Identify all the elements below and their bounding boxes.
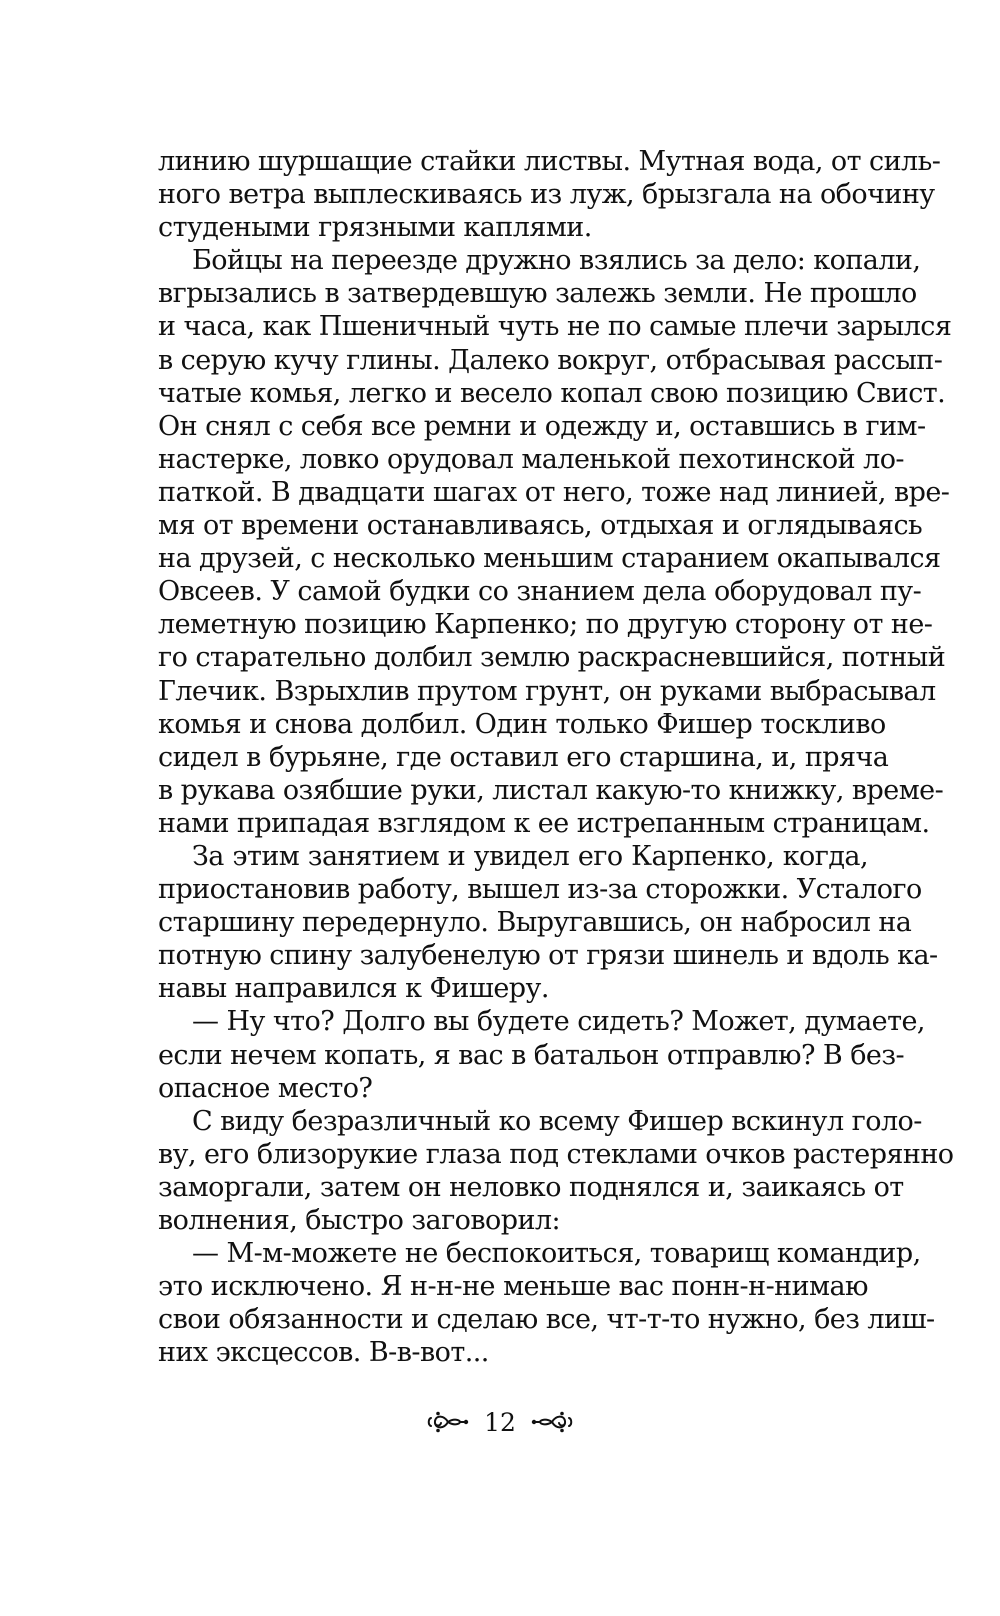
text-line: потную спину залубенелую от грязи шинель и вдоль ка-: [158, 940, 938, 972]
text-line: — Ну что? Долго вы будете сидеть? Может, думаете,: [192, 1006, 925, 1038]
text-line: С виду безразличный ко всему Фишер вскинул голо-: [192, 1105, 922, 1137]
text-line: Он снял с себя все ремни и одежду и, оставшись в гим-: [158, 410, 926, 442]
text-line: За этим занятием и увидел его Карпенко, когда,: [192, 840, 868, 872]
text-line: Глечик. Взрыхлив прутом грунт, он руками выбрасывал: [158, 675, 936, 707]
text-line: мя от времени останавливаясь, отдыхая и оглядываясь: [158, 510, 923, 542]
floral-ornament-icon: [426, 1409, 470, 1435]
text-line: опасное место?: [158, 1072, 373, 1104]
text-line: нами припадая взглядом к ее истрепанным страницам.: [158, 807, 930, 839]
text-line: Бойцы на переезде дружно взялись за дело: копали,: [192, 245, 921, 277]
text-line: и часа, как Пшеничный чуть не по самые плечи зарылся: [158, 311, 952, 343]
text-line: вгрызались в затвердевшую залежь земли. Не прошло: [158, 278, 917, 310]
text-line: чатые комья, легко и весело копал свою позицию Свист.: [158, 377, 946, 409]
text-line: паткой. В двадцати шагах от него, тоже над линией, вре-: [158, 476, 950, 508]
text-line: го старательно долбил землю раскрасневшийся, потный: [158, 642, 946, 674]
text-line: навы направился к Фишеру.: [158, 973, 549, 1005]
text-line: линию шуршащие стайки листвы. Мутная вода, от силь-: [158, 146, 941, 177]
text-line: старшину передернуло. Выругавшись, он набросил на: [158, 907, 912, 939]
text-line: настерке, ловко орудовал маленькой пехотинской ло-: [158, 443, 904, 475]
text-line: ного ветра выплескиваясь из луж, брызгала на обочину: [158, 179, 935, 211]
text-line: волнения, быстро заговорил:: [158, 1205, 561, 1236]
text-line: них эксцессов. В-в-вот...: [158, 1337, 489, 1369]
text-line: студеными грязными каплями.: [158, 212, 592, 244]
text-line: комья и снова долбил. Один только Фишер тоскливо: [158, 708, 886, 740]
text-line: приостановив работу, вышел из-за сторожки. Усталого: [158, 874, 922, 906]
page-number: 12: [484, 1407, 516, 1437]
text-line: свои обязанности и сделаю все, чт-т-то нужно, без лиш-: [158, 1304, 935, 1336]
text-line: Овсеев. У самой будки со знанием дела оборудовал пу-: [158, 576, 922, 608]
text-line: в серую кучу глины. Далеко вокруг, отбрасывая рассып-: [158, 344, 943, 376]
text-line: — М-м-можете не беспокоиться, товарищ командир,: [192, 1238, 921, 1270]
body-text: [158, 145, 954, 1369]
floral-ornament-icon: [530, 1409, 574, 1435]
text-line: в рукава озябшие руки, листал какую-то книжку, време-: [158, 774, 944, 806]
text-line: ву, его близорукие глаза под стеклами очков растерянно: [158, 1138, 954, 1170]
text-line: леметную позицию Карпенко; по другую сторону от не-: [158, 609, 933, 641]
text-line: сидел в бурьяне, где оставил его старшина, и, пряча: [158, 741, 889, 773]
page-footer: [0, 1402, 1000, 1442]
text-line: заморгали, затем он неловко поднялся и, заикаясь от: [158, 1171, 904, 1203]
text-line: на друзей, с несколько меньшим старанием окапывался: [158, 543, 941, 575]
text-line: если нечем копать, я вас в батальон отправлю? В без-: [158, 1039, 905, 1071]
text-line: это исключено. Я н-н-не меньше вас понн-н-нимаю: [158, 1271, 868, 1303]
